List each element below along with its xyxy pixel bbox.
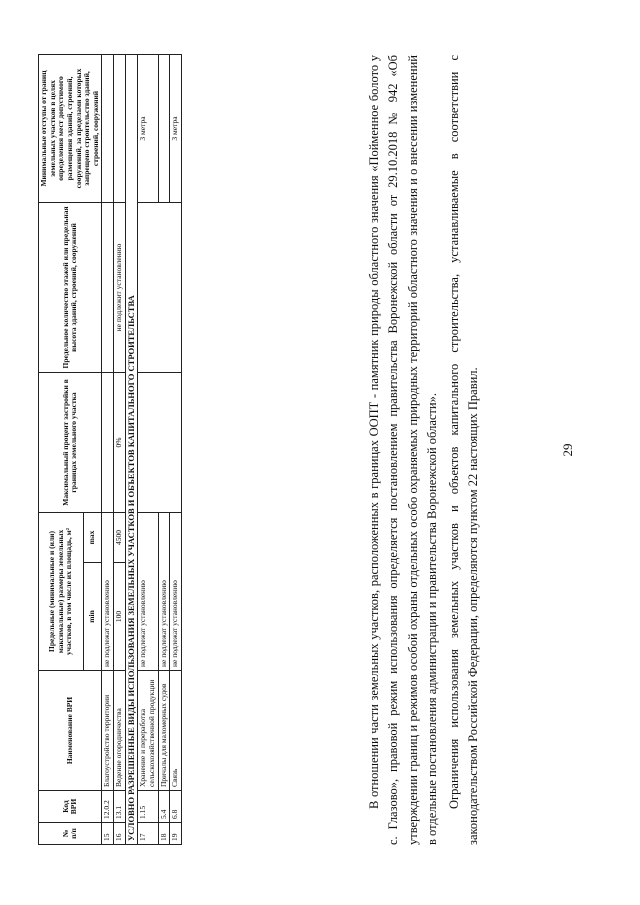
row-area: не подлежат установлению [158, 512, 170, 670]
row-percent: 0% [114, 372, 126, 512]
row-floors [102, 202, 114, 372]
header-floors: Предельное количество этажей или предельная высота зданий, строений, сооружений [39, 202, 102, 372]
row-name: Ведение огородничества [114, 671, 126, 791]
table-row [138, 54, 158, 844]
header-percent: Максимальный процент застройки в границах земельного участка [39, 372, 102, 512]
row-code: 6.8 [170, 791, 182, 823]
row-num: 16 [114, 823, 126, 845]
row-code: 13.1 [114, 791, 126, 823]
row-num: 17 [138, 823, 158, 845]
row-setback: 3 метра [138, 54, 158, 202]
header-setback: Минимальные отступы от границ земельных участков в целях определения мест допустимого размещения зданий, строений, сооружений, за пределами которых запрещено строительство зданий, строений, сооружений [39, 54, 102, 202]
header-name: Наименование ВРИ [39, 671, 102, 791]
row-area: не подлежат установлению [170, 512, 182, 670]
row-name: Связь [170, 671, 182, 791]
header-area-group: Предельные (минимальные и (или) максимальные) размеры земельных участков, в том числе их площадь, м² [39, 512, 84, 670]
row-num: 18 [158, 823, 170, 845]
header-min: min [84, 563, 102, 671]
row-setback [102, 54, 114, 202]
row-floors: не подлежит установлению [114, 202, 126, 372]
paragraph: Ограничения использования земельных участков и объектов капитального строительства, устанавливаемые в соответствии с законодательством Российской Федерации, определяются пунктом 22 настоящих Правил. [446, 55, 480, 845]
row-code: 5.4 [158, 791, 170, 823]
row-code: 1.15 [138, 791, 158, 823]
table-row [114, 54, 126, 844]
row-area: не подлежат установлению [138, 512, 158, 670]
row-min: 100 [114, 563, 126, 671]
row-setback [158, 54, 170, 202]
row-max: 4500 [114, 512, 126, 562]
row-setback: 3 метра [170, 54, 182, 202]
row-percent [138, 372, 182, 512]
page-number: 29 [560, 443, 575, 457]
row-num: 15 [102, 823, 114, 845]
section-header-row [125, 54, 138, 844]
row-setback [114, 54, 126, 202]
zoning-table [38, 54, 182, 845]
row-name: Хранение и переработка сельскохозяйственной продукции [138, 671, 158, 791]
table-header-row [39, 54, 84, 844]
body-text [365, 55, 485, 845]
row-name: Причалы для маломерных судов [158, 671, 170, 791]
table-row [102, 54, 114, 844]
row-num: 19 [170, 823, 182, 845]
rotated-page-content [20, 20, 620, 880]
paragraph: В отношении части земельных участков, расположенных в границах ООПТ - памятник природы областного значения «Пойменное болото у с. Глазово», правовой режим использования определяется постановлением правительства Воронежской области от 29.10.2018 № 942 «Об утверждении границ и режимов особой охраны отдельных особо охраняемых природных территорий областного значения и о внесении изменений в отдельные постановления администрации и правительства Воронежской области». [367, 55, 440, 845]
row-percent [102, 372, 114, 512]
row-name: Благоустройство территории [102, 671, 114, 791]
row-floors [138, 202, 182, 372]
header-code: Код ВРИ [39, 791, 102, 823]
section-title: УСЛОВНО РАЗРЕШЕННЫЕ ВИДЫ ИСПОЛЬЗОВАНИЯ ЗЕМЕЛЬНЫХ УЧАСТКОВ И ОБЪЕКТОВ КАПИТАЛЬНОГО СТРОИТЕЛЬСТВА [125, 54, 138, 844]
row-code: 12.0.2 [102, 791, 114, 823]
header-max: max [84, 512, 102, 562]
header-num: № п/п [39, 823, 102, 845]
row-area: не подлежат установлению [102, 512, 114, 670]
